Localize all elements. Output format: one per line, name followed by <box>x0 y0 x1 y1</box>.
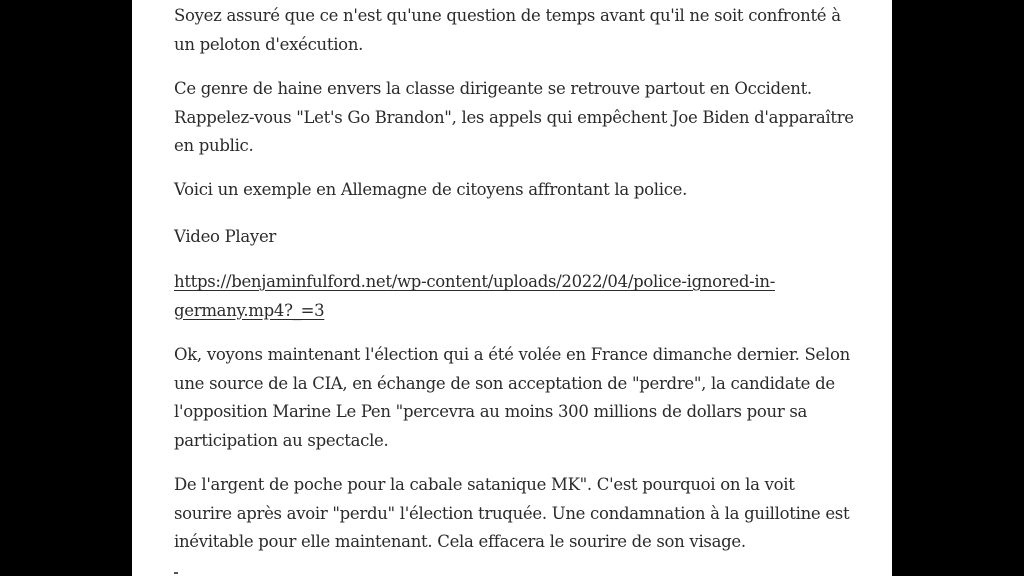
paragraph-execution: Soyez assuré que ce n'est qu'une question de temps avant qu'il ne soit confronté à un peloton d'exécution. <box>174 6 841 54</box>
paragraph-france-election: Ok, voyons maintenant l'élection qui a été volée en France dimanche dernier. Selon une source de la CIA, en échange de son acceptation de "perdre", la candidate de l'opposition Marine Le Pen "percevra au moins 300 millions de dollars pour sa participation au spectacle. <box>174 345 850 450</box>
article-page <box>132 0 892 576</box>
paragraph-hatred: Ce genre de haine envers la classe dirigeante se retrouve partout en Occident. Rappelez-vous "Let's Go Brandon", les appels qui empêchent Joe Biden d'apparaître en public. <box>174 79 854 155</box>
paragraph-pocket-money: De l'argent de poche pour la cabale satanique MK". C'est pourquoi on la voit sourire après avoir "perdu" l'élection truquée. Une condamnation à la guillotine est inévitable pour elle maintenant. Cela effacera le sourire de son visage. <box>174 475 850 551</box>
paragraph-germany-example: Voici un exemple en Allemagne de citoyens affrontant la police. <box>174 180 688 199</box>
next-line-fragment <box>174 572 178 574</box>
video-link[interactable]: https://benjaminfulford.net/wp-content/uploads/2022/04/police-ignored-in-germany.mp4?_=3 <box>174 272 775 320</box>
video-link-paragraph <box>174 268 854 325</box>
video-player-label[interactable]: Video Player <box>174 227 276 246</box>
